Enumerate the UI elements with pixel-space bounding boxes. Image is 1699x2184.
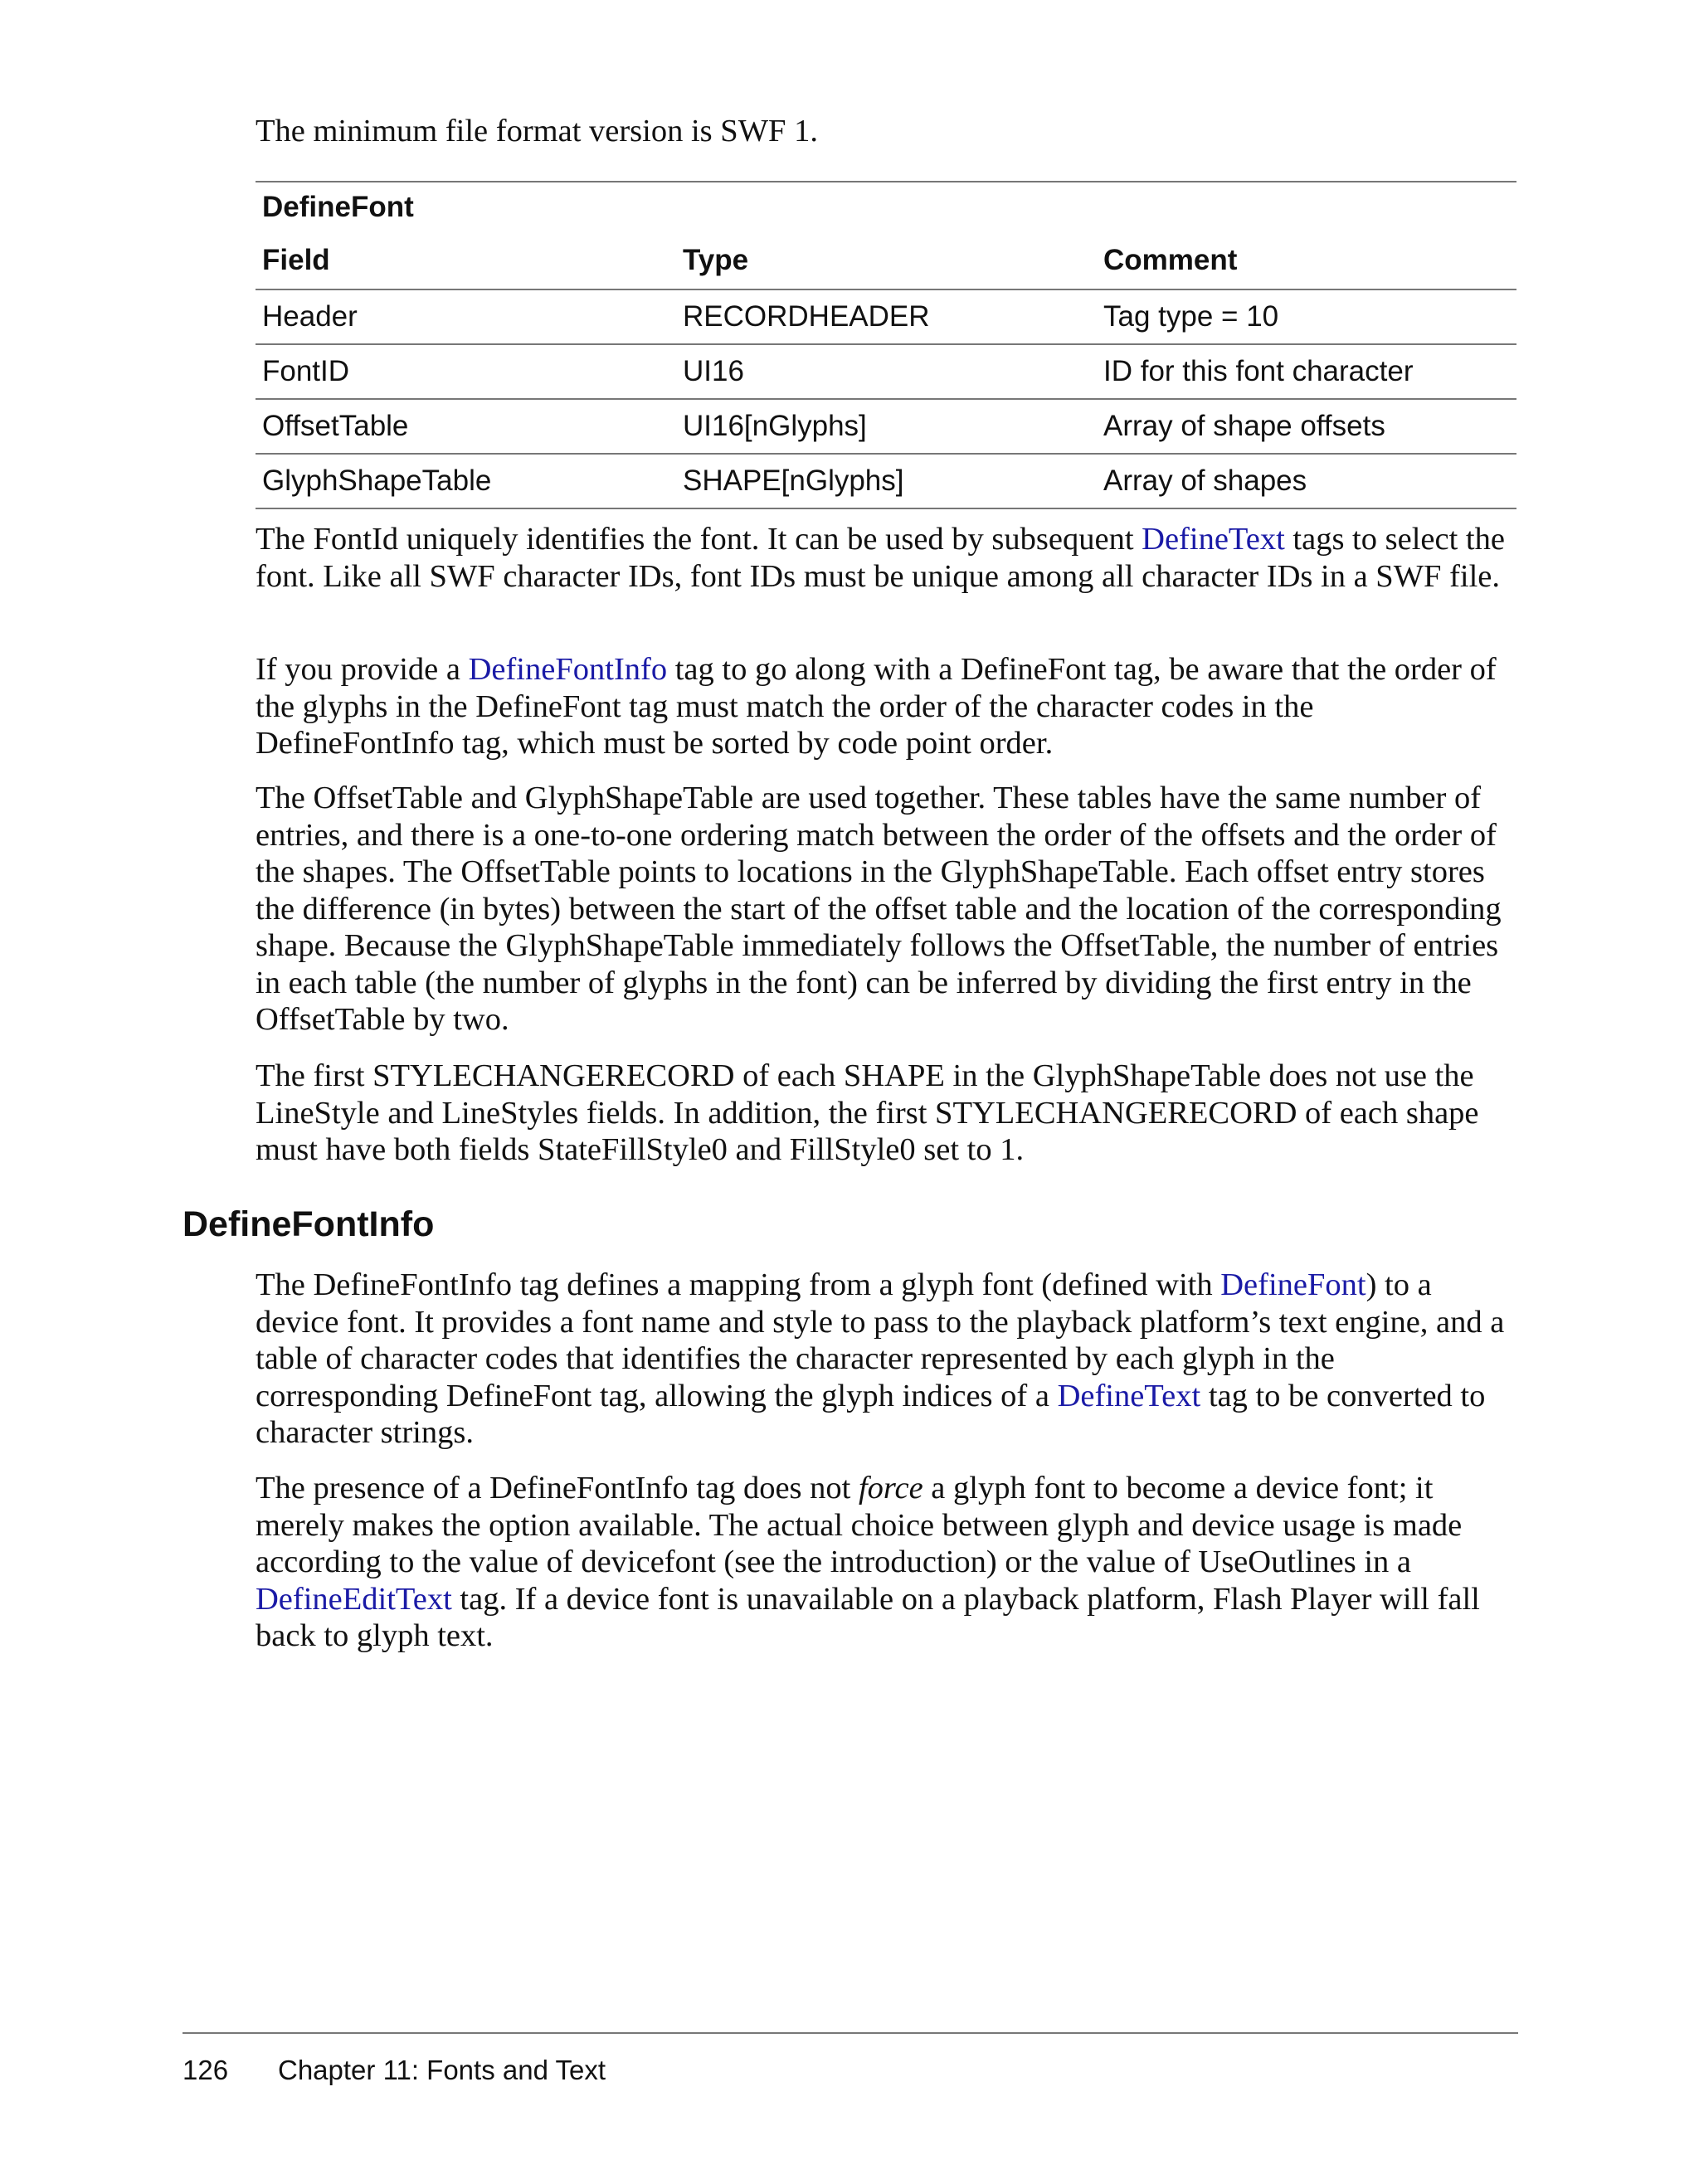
table-header-row (256, 232, 1516, 290)
cell-comment: ID for this font character (1103, 355, 1414, 387)
cell-field: Header (262, 300, 358, 333)
cell-type: UI16 (683, 355, 744, 387)
page-footer (183, 2055, 606, 2086)
header-field: Field (262, 244, 330, 276)
link-definefontinfo[interactable]: DefineFontInfo (468, 652, 668, 687)
intro-text: The minimum file format version is SWF 1. (256, 114, 818, 148)
paragraph-text: a glyph font to become a device font; it merely makes the option available. The actual choice between glyph and device usage is made according to the value of devicefont (see the introduction) or the value of UseOutlines in a (256, 1471, 1463, 1579)
table-title: DefineFont (262, 191, 414, 223)
cell-field: OffsetTable (262, 410, 409, 442)
cell-comment: Tag type = 10 (1103, 300, 1279, 333)
header-comment: Comment (1103, 244, 1238, 276)
cell-type: RECORDHEADER (683, 300, 930, 333)
paragraph-definefontinfo-order (256, 651, 1516, 762)
table-row (256, 290, 1516, 345)
paragraph-definefontinfo-desc (256, 1267, 1516, 1452)
paragraph-text: If you provide a (256, 652, 469, 687)
cell-comment: Array of shapes (1103, 465, 1307, 497)
cell-type: UI16[nGlyphs] (683, 410, 867, 442)
table-row (256, 400, 1516, 455)
table-row (256, 455, 1516, 509)
emphasis-force: force (858, 1471, 923, 1505)
paragraph-text: The DefineFontInfo tag defines a mapping from a glyph font (defined with (256, 1267, 1221, 1302)
table-row (256, 345, 1516, 400)
link-definetext[interactable]: DefineText (1057, 1378, 1201, 1413)
paragraph-text: The presence of a DefineFontInfo tag does not (256, 1471, 859, 1505)
paragraph-device-font (256, 1470, 1516, 1655)
section-heading: DefineFontInfo (183, 1204, 435, 1244)
paragraph-text: tag. If a device font is unavailable on a playback platform, Flash Player will fall back to glyph text. (256, 1581, 1480, 1653)
paragraph-stylechangerecord: The first STYLECHANGERECORD of each SHAPE in the GlyphShapeTable does not use the LineStyle and LineStyles fields. In addition, the first STYLECHANGERECORD of each shape must have both fields StateFillStyle0 and FillStyle0 set to 1. (256, 1058, 1479, 1167)
definefont-table (256, 181, 1516, 509)
paragraph-text: tags to select the font. Like all SWF character IDs, font IDs must be unique among all character IDs in a SWF file. (256, 522, 1505, 594)
cell-type: SHAPE[nGlyphs] (683, 465, 904, 497)
cell-comment: Array of shape offsets (1103, 410, 1385, 442)
cell-field: FontID (262, 355, 350, 387)
header-type: Type (683, 244, 749, 276)
paragraph-text: The FontId uniquely identifies the font. It can be used by subsequent (256, 522, 1142, 557)
footer-divider (183, 2032, 1518, 2034)
chapter-title: Chapter 11: Fonts and Text (278, 2055, 606, 2085)
link-definefont[interactable]: DefineFont (1220, 1267, 1366, 1302)
link-defineedittext[interactable]: DefineEditText (256, 1581, 452, 1617)
paragraph-text: ) to a device font. It provides a font name and style to pass to the playback platform’s text engine, and a table of character codes that identifies the character represented by each glyph in the corresponding DefineFont tag, allowing the glyph indices of a (256, 1267, 1505, 1413)
paragraph-fontid (256, 521, 1516, 595)
paragraph-text: tag to be converted to character strings. (256, 1378, 1486, 1450)
cell-field: GlyphShapeTable (262, 465, 492, 497)
link-definetext[interactable]: DefineText (1142, 522, 1285, 557)
paragraph-offsettable: The OffsetTable and GlyphShapeTable are used together. These tables have the same number of entries, and there is a one-to-one ordering match between the order of the offsets and the order of the shapes. The OffsetTable points to locations in the GlyphShapeTable. Each offset entry stores the difference (in bytes) between the start of the offset table and the location of the corresponding shape. Because the GlyphShapeTable immediately follows the OffsetTable, the number of entries in each table (the number of glyphs in the font) can be inferred by dividing the first entry in the OffsetTable by two. (256, 781, 1502, 1037)
paragraph-text: tag to go along with a DefineFont tag, be aware that the order of the glyphs in the DefineFont tag must match the order of the character codes in the DefineFontInfo tag, which must be sorted by code point order. (256, 652, 1497, 761)
page-number: 126 (183, 2055, 229, 2085)
